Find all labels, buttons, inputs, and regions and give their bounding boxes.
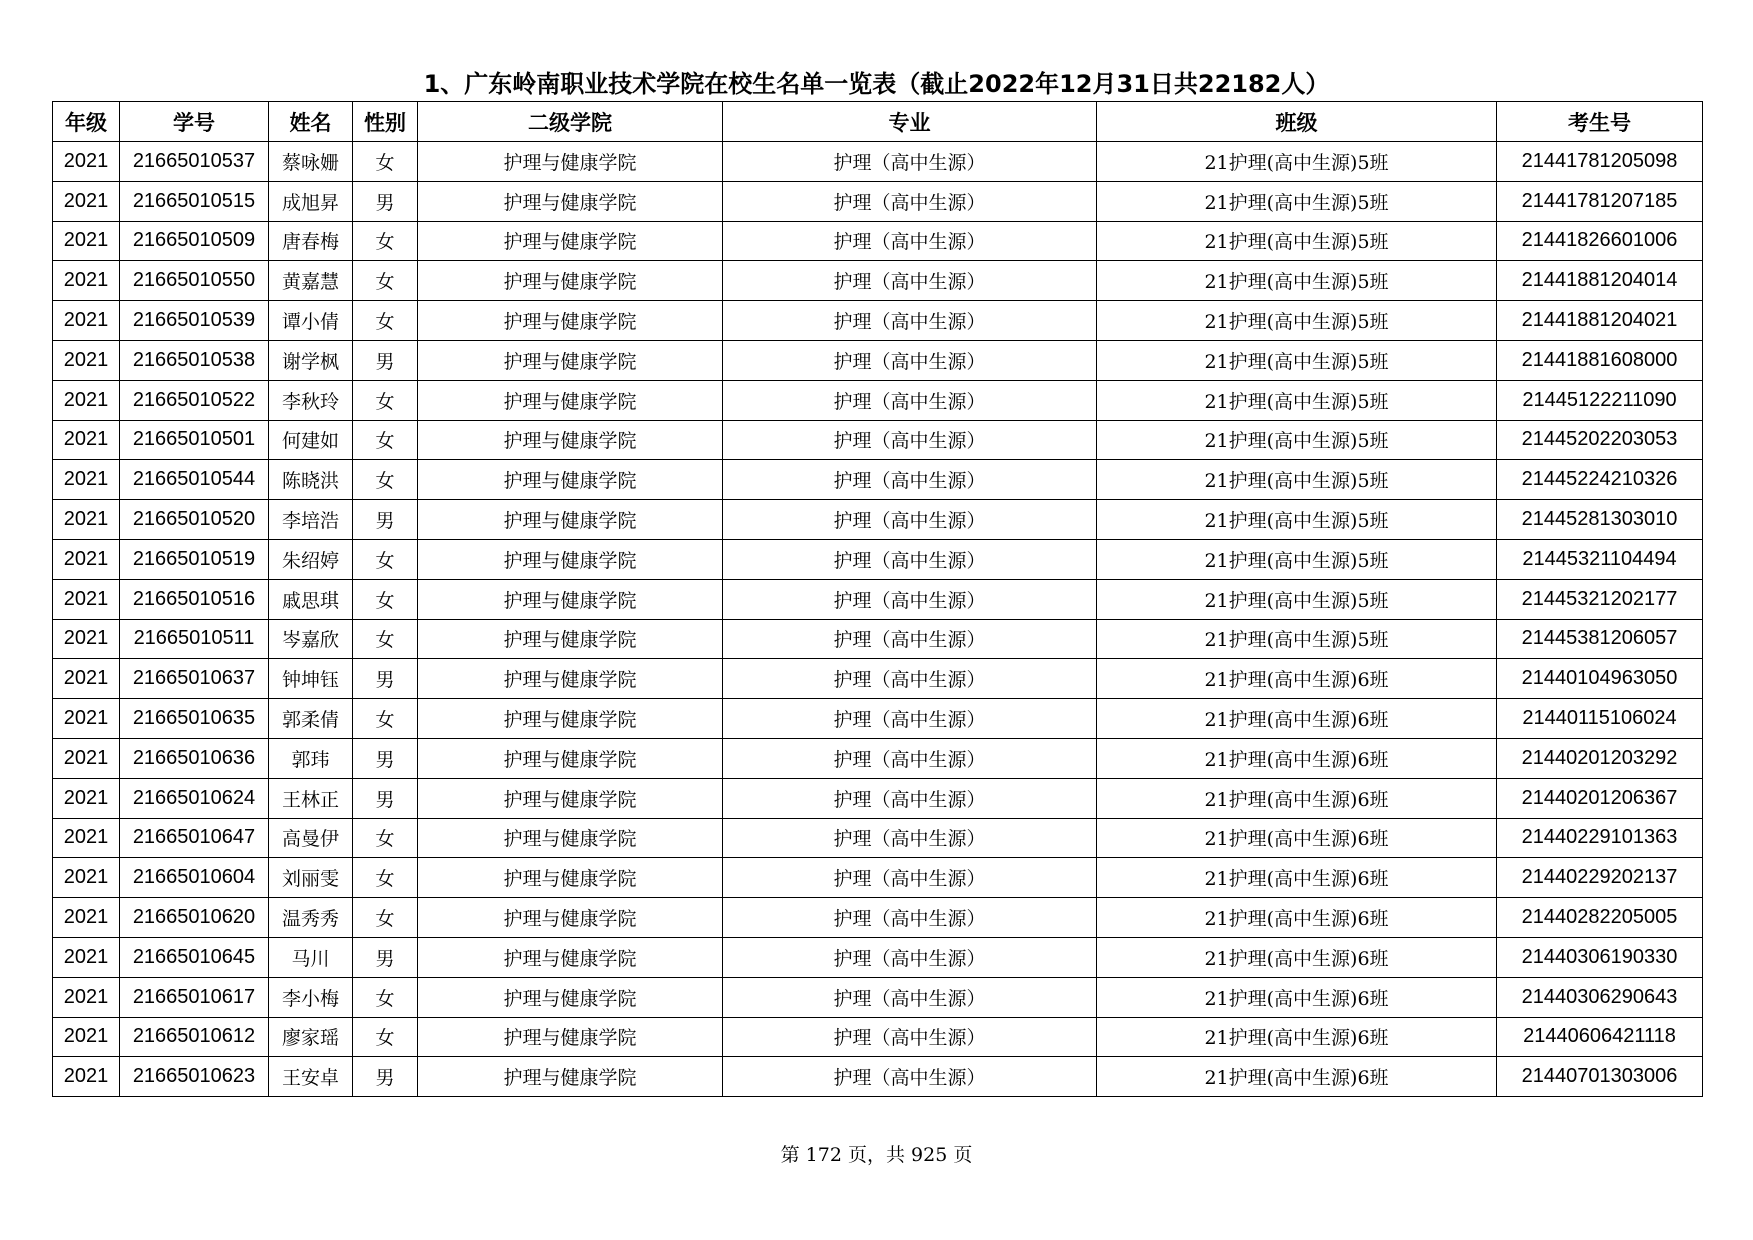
table-row [53, 898, 1703, 938]
cell-name: 何建如 [269, 420, 353, 460]
cell-student-id: 21665010520 [120, 500, 269, 540]
cell-class: 21护理(高中生源)6班 [1097, 738, 1497, 778]
cell-major: 护理（高中生源） [723, 898, 1097, 938]
table-row [53, 181, 1703, 221]
cell-exam-number: 21440115106024 [1497, 699, 1703, 739]
cell-college: 护理与健康学院 [418, 778, 723, 818]
header-gender: 性别 [353, 102, 418, 142]
cell-name: 成旭昇 [269, 181, 353, 221]
cell-college: 护理与健康学院 [418, 1017, 723, 1057]
header-major: 专业 [723, 102, 1097, 142]
cell-class: 21护理(高中生源)5班 [1097, 579, 1497, 619]
cell-name: 陈晓洪 [269, 460, 353, 500]
cell-college: 护理与健康学院 [418, 579, 723, 619]
cell-exam-number: 21445122211090 [1497, 380, 1703, 420]
cell-college: 护理与健康学院 [418, 380, 723, 420]
cell-name: 戚思琪 [269, 579, 353, 619]
cell-grade: 2021 [53, 1057, 120, 1097]
cell-name: 李秋玲 [269, 380, 353, 420]
cell-name: 温秀秀 [269, 898, 353, 938]
cell-grade: 2021 [53, 977, 120, 1017]
cell-major: 护理（高中生源） [723, 380, 1097, 420]
cell-major: 护理（高中生源） [723, 619, 1097, 659]
cell-exam-number: 21441881608000 [1497, 340, 1703, 380]
cell-gender: 女 [353, 142, 418, 182]
cell-major: 护理（高中生源） [723, 818, 1097, 858]
cell-gender: 女 [353, 898, 418, 938]
cell-gender: 女 [353, 301, 418, 341]
table-row [53, 340, 1703, 380]
cell-student-id: 21665010509 [120, 221, 269, 261]
cell-exam-number: 21445321104494 [1497, 539, 1703, 579]
cell-gender: 男 [353, 659, 418, 699]
cell-student-id: 21665010604 [120, 858, 269, 898]
table-header-row [53, 102, 1703, 142]
cell-grade: 2021 [53, 858, 120, 898]
cell-name: 谭小倩 [269, 301, 353, 341]
table-row [53, 858, 1703, 898]
cell-major: 护理（高中生源） [723, 261, 1097, 301]
cell-major: 护理（高中生源） [723, 977, 1097, 1017]
cell-gender: 男 [353, 778, 418, 818]
table-row [53, 699, 1703, 739]
cell-grade: 2021 [53, 898, 120, 938]
cell-major: 护理（高中生源） [723, 420, 1097, 460]
cell-student-id: 21665010516 [120, 579, 269, 619]
table-row [53, 261, 1703, 301]
cell-class: 21护理(高中生源)5班 [1097, 420, 1497, 460]
cell-gender: 女 [353, 858, 418, 898]
cell-name: 高曼伊 [269, 818, 353, 858]
cell-student-id: 21665010511 [120, 619, 269, 659]
cell-major: 护理（高中生源） [723, 181, 1097, 221]
cell-student-id: 21665010501 [120, 420, 269, 460]
page-number-footer: 第 172 页，共 925 页 [780, 1144, 973, 1166]
cell-college: 护理与健康学院 [418, 420, 723, 460]
cell-grade: 2021 [53, 699, 120, 739]
cell-major: 护理（高中生源） [723, 301, 1097, 341]
cell-college: 护理与健康学院 [418, 1057, 723, 1097]
table-row [53, 142, 1703, 182]
cell-major: 护理（高中生源） [723, 460, 1097, 500]
cell-class: 21护理(高中生源)5班 [1097, 460, 1497, 500]
cell-exam-number: 21445224210326 [1497, 460, 1703, 500]
cell-name: 王林正 [269, 778, 353, 818]
cell-class: 21护理(高中生源)6班 [1097, 1017, 1497, 1057]
cell-class: 21护理(高中生源)6班 [1097, 659, 1497, 699]
cell-grade: 2021 [53, 937, 120, 977]
table-row [53, 420, 1703, 460]
cell-major: 护理（高中生源） [723, 539, 1097, 579]
cell-gender: 女 [353, 221, 418, 261]
cell-grade: 2021 [53, 778, 120, 818]
cell-student-id: 21665010550 [120, 261, 269, 301]
cell-major: 护理（高中生源） [723, 340, 1097, 380]
cell-gender: 男 [353, 181, 418, 221]
cell-exam-number: 21440104963050 [1497, 659, 1703, 699]
cell-class: 21护理(高中生源)5班 [1097, 500, 1497, 540]
table-row [53, 619, 1703, 659]
table-body [53, 142, 1703, 1097]
header-exam-number: 考生号 [1497, 102, 1703, 142]
cell-class: 21护理(高中生源)6班 [1097, 818, 1497, 858]
cell-exam-number: 21441781205098 [1497, 142, 1703, 182]
cell-exam-number: 21440701303006 [1497, 1057, 1703, 1097]
cell-major: 护理（高中生源） [723, 500, 1097, 540]
cell-class: 21护理(高中生源)6班 [1097, 937, 1497, 977]
cell-college: 护理与健康学院 [418, 500, 723, 540]
table-row [53, 937, 1703, 977]
cell-exam-number: 21440606421118 [1497, 1017, 1703, 1057]
table-row [53, 460, 1703, 500]
table-row [53, 659, 1703, 699]
cell-class: 21护理(高中生源)5班 [1097, 619, 1497, 659]
cell-grade: 2021 [53, 420, 120, 460]
cell-major: 护理（高中生源） [723, 659, 1097, 699]
cell-exam-number: 21441781207185 [1497, 181, 1703, 221]
cell-name: 谢学枫 [269, 340, 353, 380]
cell-grade: 2021 [53, 579, 120, 619]
cell-major: 护理（高中生源） [723, 937, 1097, 977]
cell-college: 护理与健康学院 [418, 301, 723, 341]
cell-student-id: 21665010537 [120, 142, 269, 182]
cell-class: 21护理(高中生源)5班 [1097, 340, 1497, 380]
cell-gender: 女 [353, 420, 418, 460]
cell-exam-number: 21440306190330 [1497, 937, 1703, 977]
table-row [53, 500, 1703, 540]
cell-grade: 2021 [53, 539, 120, 579]
cell-gender: 女 [353, 818, 418, 858]
cell-exam-number: 21441881204014 [1497, 261, 1703, 301]
page-title: 1、广东岭南职业技术学院在校生名单一览表（截止2022年12月31日共22182人） [423, 70, 1330, 98]
cell-grade: 2021 [53, 460, 120, 500]
cell-grade: 2021 [53, 1017, 120, 1057]
cell-name: 马川 [269, 937, 353, 977]
cell-student-id: 21665010624 [120, 778, 269, 818]
cell-grade: 2021 [53, 818, 120, 858]
cell-student-id: 21665010539 [120, 301, 269, 341]
cell-college: 护理与健康学院 [418, 619, 723, 659]
table-row [53, 579, 1703, 619]
cell-exam-number: 21445381206057 [1497, 619, 1703, 659]
cell-college: 护理与健康学院 [418, 818, 723, 858]
cell-gender: 女 [353, 380, 418, 420]
table-row [53, 221, 1703, 261]
cell-exam-number: 21440229202137 [1497, 858, 1703, 898]
cell-exam-number: 21440282205005 [1497, 898, 1703, 938]
cell-class: 21护理(高中生源)6班 [1097, 699, 1497, 739]
cell-gender: 女 [353, 619, 418, 659]
cell-college: 护理与健康学院 [418, 340, 723, 380]
cell-exam-number: 21445202203053 [1497, 420, 1703, 460]
cell-class: 21护理(高中生源)5班 [1097, 380, 1497, 420]
cell-name: 岑嘉欣 [269, 619, 353, 659]
cell-gender: 女 [353, 977, 418, 1017]
cell-grade: 2021 [53, 340, 120, 380]
cell-grade: 2021 [53, 500, 120, 540]
cell-student-id: 21665010647 [120, 818, 269, 858]
table-row [53, 738, 1703, 778]
cell-college: 护理与健康学院 [418, 221, 723, 261]
cell-student-id: 21665010620 [120, 898, 269, 938]
cell-college: 护理与健康学院 [418, 539, 723, 579]
cell-grade: 2021 [53, 221, 120, 261]
cell-name: 王安卓 [269, 1057, 353, 1097]
table-row [53, 539, 1703, 579]
cell-student-id: 21665010617 [120, 977, 269, 1017]
cell-grade: 2021 [53, 261, 120, 301]
cell-student-id: 21665010645 [120, 937, 269, 977]
cell-name: 李小梅 [269, 977, 353, 1017]
cell-grade: 2021 [53, 659, 120, 699]
cell-student-id: 21665010519 [120, 539, 269, 579]
cell-student-id: 21665010538 [120, 340, 269, 380]
cell-exam-number: 21440229101363 [1497, 818, 1703, 858]
cell-exam-number: 21441881204021 [1497, 301, 1703, 341]
cell-major: 护理（高中生源） [723, 699, 1097, 739]
cell-class: 21护理(高中生源)6班 [1097, 977, 1497, 1017]
cell-gender: 女 [353, 460, 418, 500]
header-class: 班级 [1097, 102, 1497, 142]
cell-student-id: 21665010544 [120, 460, 269, 500]
cell-exam-number: 21445281303010 [1497, 500, 1703, 540]
cell-student-id: 21665010637 [120, 659, 269, 699]
cell-class: 21护理(高中生源)6班 [1097, 858, 1497, 898]
cell-college: 护理与健康学院 [418, 977, 723, 1017]
cell-gender: 男 [353, 340, 418, 380]
cell-grade: 2021 [53, 619, 120, 659]
cell-major: 护理（高中生源） [723, 738, 1097, 778]
cell-class: 21护理(高中生源)5班 [1097, 221, 1497, 261]
cell-college: 护理与健康学院 [418, 142, 723, 182]
cell-student-id: 21665010515 [120, 181, 269, 221]
cell-student-id: 21665010522 [120, 380, 269, 420]
cell-name: 蔡咏姗 [269, 142, 353, 182]
cell-college: 护理与健康学院 [418, 898, 723, 938]
cell-major: 护理（高中生源） [723, 142, 1097, 182]
cell-college: 护理与健康学院 [418, 699, 723, 739]
table-row [53, 778, 1703, 818]
cell-name: 李培浩 [269, 500, 353, 540]
cell-college: 护理与健康学院 [418, 858, 723, 898]
header-name: 姓名 [269, 102, 353, 142]
cell-gender: 女 [353, 539, 418, 579]
cell-name: 钟坤钰 [269, 659, 353, 699]
cell-name: 郭玮 [269, 738, 353, 778]
cell-gender: 男 [353, 500, 418, 540]
cell-class: 21护理(高中生源)5班 [1097, 181, 1497, 221]
cell-student-id: 21665010635 [120, 699, 269, 739]
header-grade: 年级 [53, 102, 120, 142]
cell-gender: 女 [353, 261, 418, 301]
cell-class: 21护理(高中生源)6班 [1097, 778, 1497, 818]
table-row [53, 301, 1703, 341]
cell-major: 护理（高中生源） [723, 778, 1097, 818]
cell-grade: 2021 [53, 738, 120, 778]
cell-grade: 2021 [53, 380, 120, 420]
cell-student-id: 21665010636 [120, 738, 269, 778]
cell-name: 黄嘉慧 [269, 261, 353, 301]
cell-name: 郭柔倩 [269, 699, 353, 739]
cell-college: 护理与健康学院 [418, 738, 723, 778]
cell-college: 护理与健康学院 [418, 181, 723, 221]
cell-class: 21护理(高中生源)5班 [1097, 142, 1497, 182]
cell-gender: 男 [353, 1057, 418, 1097]
cell-exam-number: 21441826601006 [1497, 221, 1703, 261]
cell-major: 护理（高中生源） [723, 858, 1097, 898]
cell-grade: 2021 [53, 142, 120, 182]
cell-gender: 女 [353, 1017, 418, 1057]
cell-class: 21护理(高中生源)6班 [1097, 898, 1497, 938]
cell-college: 护理与健康学院 [418, 937, 723, 977]
header-college: 二级学院 [418, 102, 723, 142]
cell-college: 护理与健康学院 [418, 659, 723, 699]
table-row [53, 380, 1703, 420]
cell-name: 刘丽雯 [269, 858, 353, 898]
table-row [53, 977, 1703, 1017]
cell-student-id: 21665010623 [120, 1057, 269, 1097]
cell-exam-number: 21445321202177 [1497, 579, 1703, 619]
cell-student-id: 21665010612 [120, 1017, 269, 1057]
student-roster-table [52, 101, 1703, 1097]
cell-class: 21护理(高中生源)5班 [1097, 301, 1497, 341]
cell-grade: 2021 [53, 181, 120, 221]
cell-class: 21护理(高中生源)5班 [1097, 539, 1497, 579]
cell-major: 护理（高中生源） [723, 579, 1097, 619]
cell-major: 护理（高中生源） [723, 221, 1097, 261]
cell-exam-number: 21440201203292 [1497, 738, 1703, 778]
cell-major: 护理（高中生源） [723, 1057, 1097, 1097]
cell-gender: 男 [353, 738, 418, 778]
cell-name: 朱绍婷 [269, 539, 353, 579]
cell-exam-number: 21440306290643 [1497, 977, 1703, 1017]
cell-college: 护理与健康学院 [418, 261, 723, 301]
cell-gender: 女 [353, 699, 418, 739]
table-row [53, 1057, 1703, 1097]
cell-gender: 男 [353, 937, 418, 977]
cell-name: 廖家瑶 [269, 1017, 353, 1057]
cell-exam-number: 21440201206367 [1497, 778, 1703, 818]
cell-grade: 2021 [53, 301, 120, 341]
cell-major: 护理（高中生源） [723, 1017, 1097, 1057]
table-row [53, 1017, 1703, 1057]
cell-class: 21护理(高中生源)6班 [1097, 1057, 1497, 1097]
cell-college: 护理与健康学院 [418, 460, 723, 500]
cell-class: 21护理(高中生源)5班 [1097, 261, 1497, 301]
cell-name: 唐春梅 [269, 221, 353, 261]
table-row [53, 818, 1703, 858]
cell-gender: 女 [353, 579, 418, 619]
header-student-id: 学号 [120, 102, 269, 142]
